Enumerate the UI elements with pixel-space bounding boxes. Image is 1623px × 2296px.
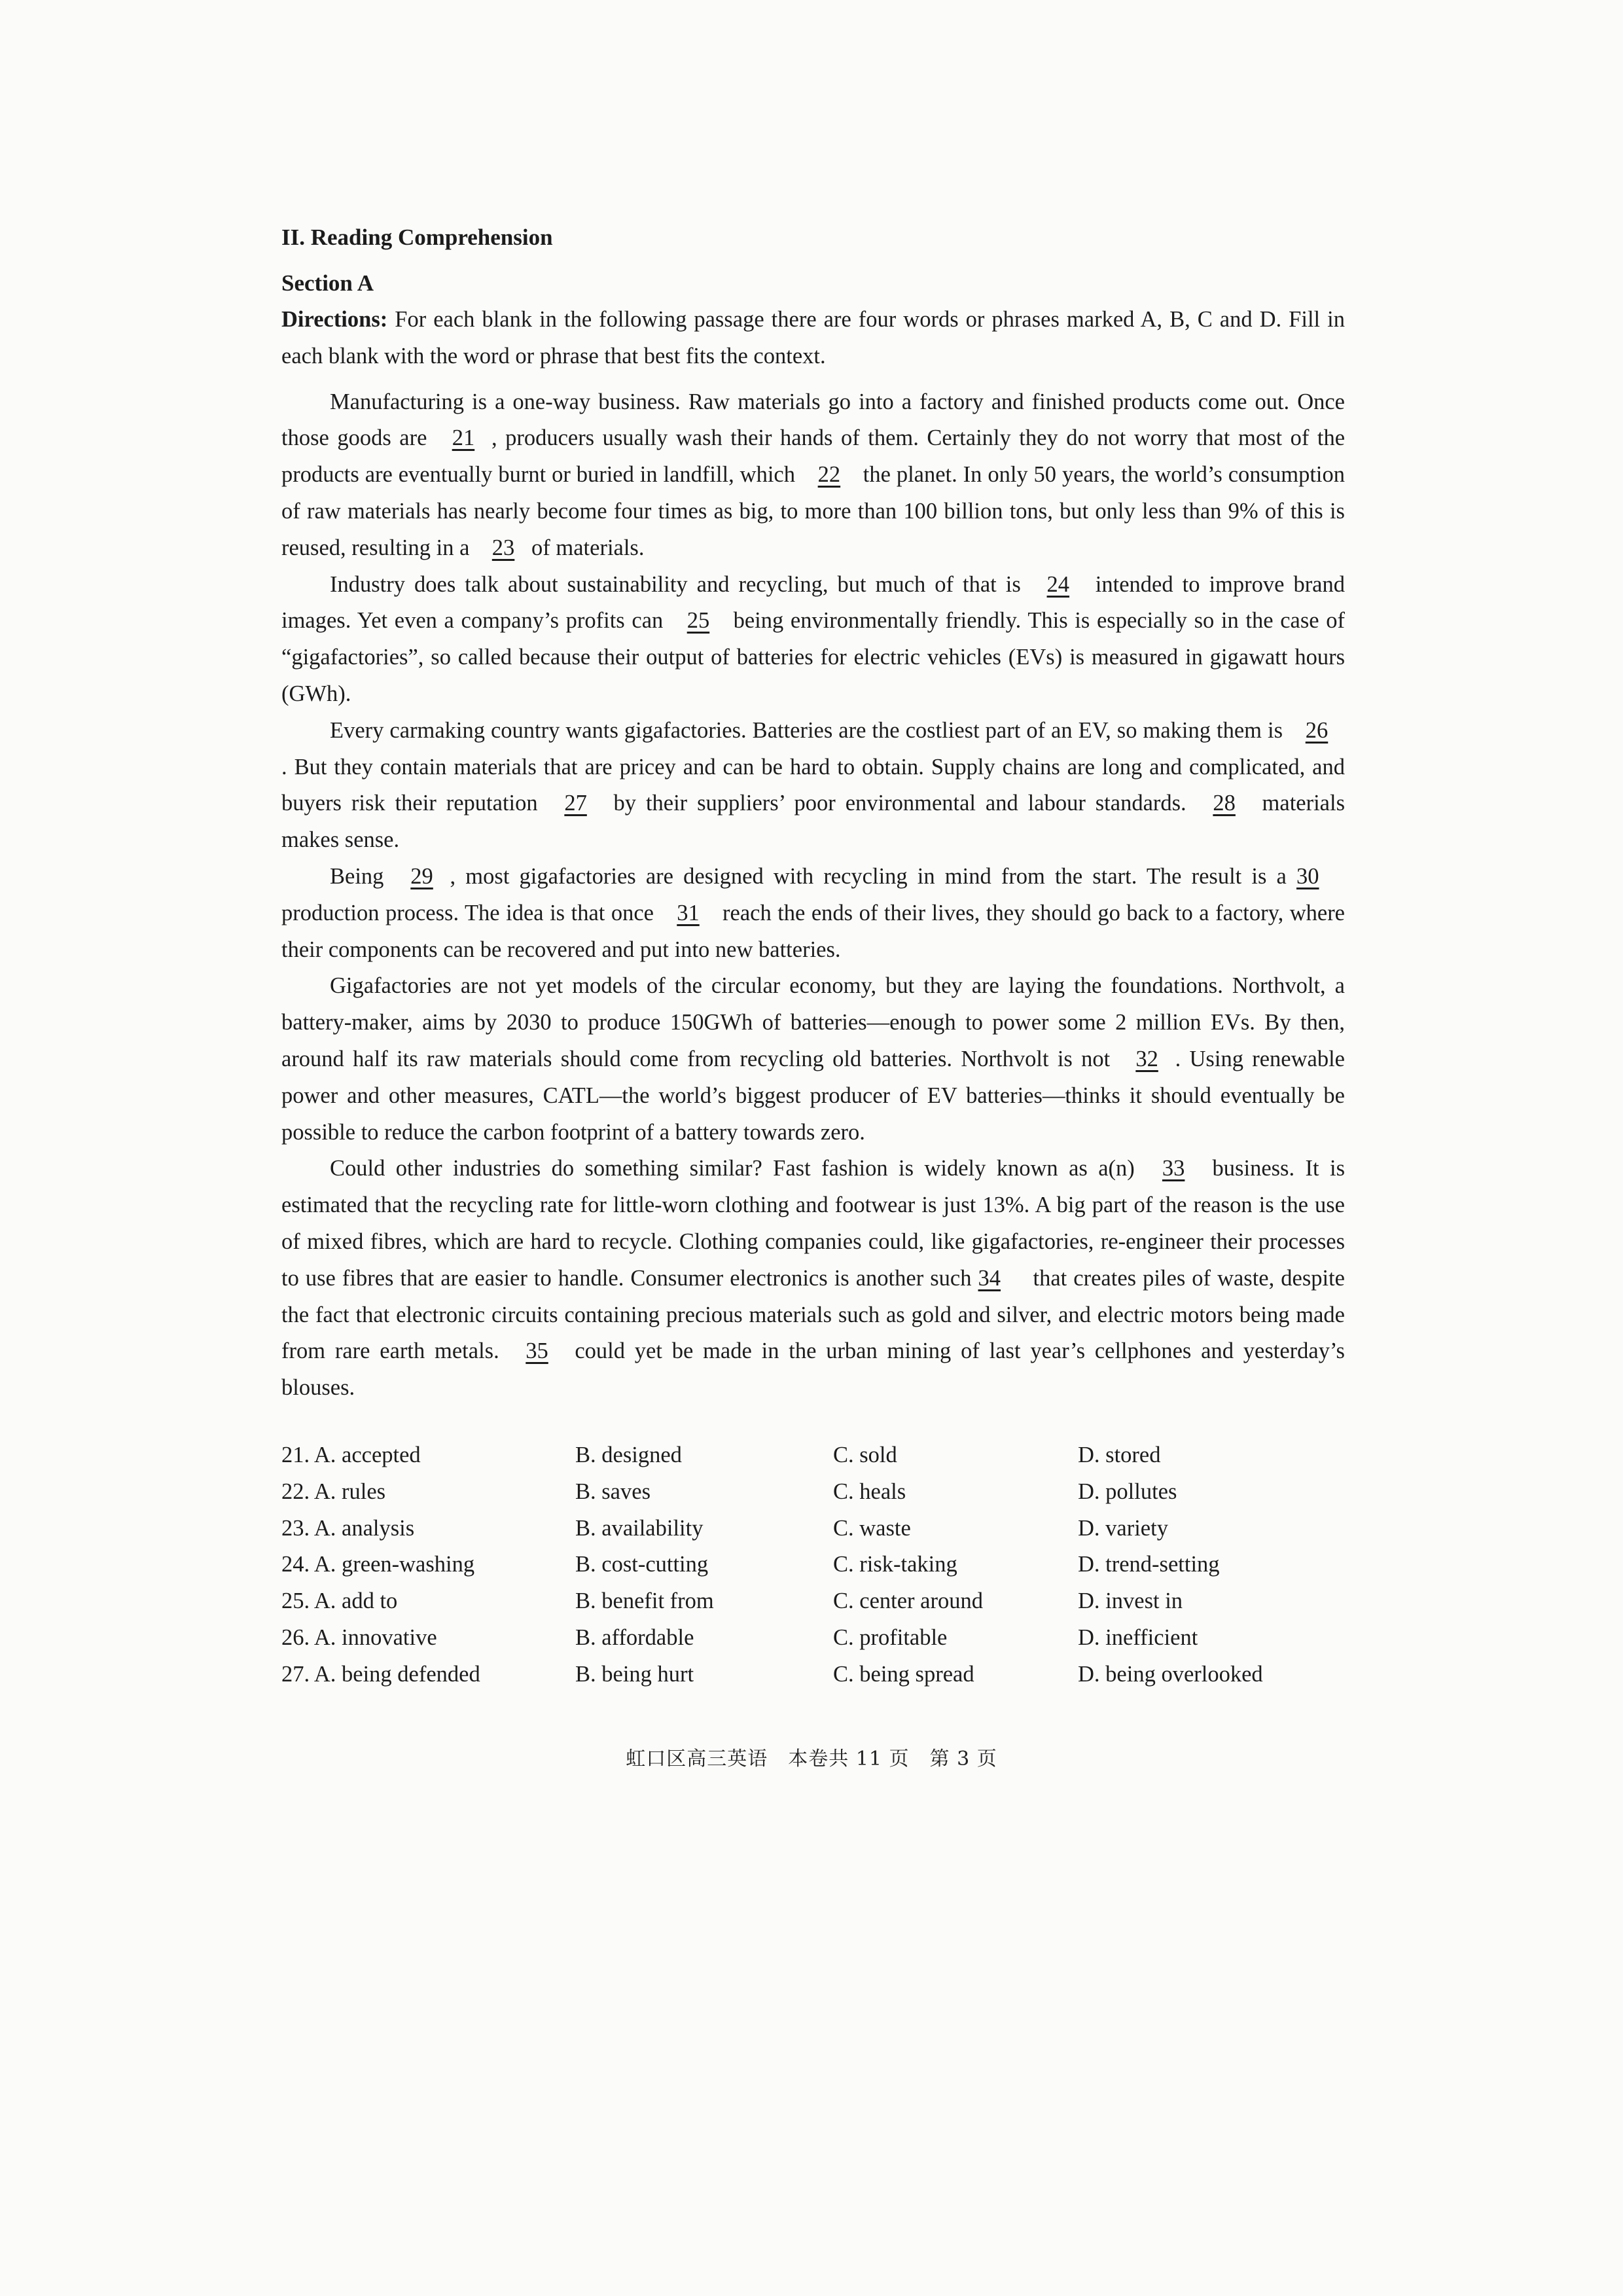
passage-paragraph-6 [281, 1151, 1345, 1407]
option-row-23 [281, 1511, 1355, 1547]
blank-29: 29 [410, 863, 433, 889]
page-footer: 虹口区高三英语 本卷共 11 页 第 3 页 [626, 1748, 997, 1770]
passage-text: business. It is estimated that the recycling rate for little-worn clothing and footwear is just 13%. A big part of the reason is the use of mixed fibres, which are hard to recycle. Clothing companies could, like gigafactories, re-engineer their processes to use fibres that are easier to handle. Consumer electronics is another such [281, 1156, 1345, 1291]
blank-27: 27 [564, 791, 587, 816]
blank-24: 24 [1046, 571, 1070, 597]
passage-text: by their suppliers’ poor environmental and labour standards. [603, 791, 1196, 816]
option-21-c: C. sold [833, 1443, 897, 1467]
section-title: Section A [281, 270, 374, 296]
option-row-24 [281, 1547, 1355, 1583]
directions [281, 302, 1345, 375]
option-21-a: 21. A. accepted [281, 1443, 421, 1467]
passage-paragraph-1 [281, 384, 1345, 567]
passage-text: Manufacturing is a one-way business. Raw materials go into a factory and finished products come out. Once those goods are [281, 389, 1345, 451]
directions-label: Directions: [281, 307, 388, 332]
option-27-c: C. being spread [833, 1661, 974, 1687]
passage-text: of materials. [531, 535, 645, 560]
passage-text: Gigafactories are not yet models of the circular economy, but they are laying the foundations. Northvolt, a battery-maker, aims by 2030 to produce 150GWh of batteries—enough to power some 2 million EVs. By then, around half its raw materials should come from recycling old batteries. Northvolt is not [281, 973, 1345, 1071]
option-24-a: 24. A. green-washing [281, 1552, 475, 1577]
option-24-b: B. cost-cutting [575, 1552, 709, 1577]
passage-text: Industry does talk about sustainability and recycling, but much of that is [330, 571, 1030, 597]
passage-text: intended to improve brand images. Yet even a company’s profits can [281, 571, 1345, 634]
passage-text: , producers usually wash their hands of them. Certainly they do not worry that most of the products are eventually burnt or buried in landfill, which [281, 425, 1346, 488]
answer-options [281, 1437, 1355, 1693]
option-23-d: D. variety [1078, 1515, 1168, 1541]
option-27-a: 27. A. being defended [281, 1661, 480, 1687]
option-row-21 [281, 1437, 1355, 1474]
blank-25: 25 [687, 608, 710, 634]
blank-33: 33 [1162, 1156, 1185, 1181]
passage-text: could yet be made in the urban mining of last year’s cellphones and yesterday’s blouses. [281, 1338, 1345, 1401]
option-row-22 [281, 1474, 1355, 1511]
blank-32: 32 [1135, 1046, 1158, 1071]
option-23-a: 23. A. analysis [281, 1515, 415, 1541]
passage-text: materials makes sense. [281, 791, 1346, 853]
passage-text: . But they contain materials that are pricey and can be hard to obtain. Supply chains are long and complicated, and buyers risk their reputation [281, 754, 1345, 816]
blank-28: 28 [1213, 791, 1236, 816]
passage-text: that creates piles of waste, despite the fact that electronic circuits containing precious materials such as gold and silver, and electric motors being made from rare earth metals. [281, 1265, 1345, 1364]
option-21-b: B. designed [575, 1443, 682, 1467]
option-26-c: C. profitable [833, 1624, 948, 1650]
passage-paragraph-5 [281, 968, 1345, 1151]
passage-text: , most gigafactories are designed with recycling in mind from the start. The result is a [450, 863, 1296, 889]
option-row-25 [281, 1583, 1355, 1620]
option-26-b: B. affordable [575, 1624, 694, 1650]
passage-text: Could other industries do something similar? Fast fashion is widely known as a(n) [330, 1156, 1146, 1181]
option-25-d: D. invest in [1078, 1588, 1183, 1614]
directions-text: For each blank in the following passage there are four words or phrases marked A, B, C and D. Fill in each blank with the word or phrase that best fits the context. [281, 307, 1345, 368]
option-23-b: B. availability [575, 1515, 704, 1541]
blank-22: 22 [817, 462, 841, 488]
passage-text: . Using renewable power and other measures, CATL—the world’s biggest producer of EV batteries—thinks it should eventually be possible to reduce the carbon footprint of a battery towards zero. [281, 1046, 1345, 1145]
blank-34: 34 [978, 1265, 1001, 1291]
option-22-a: 22. A. rules [281, 1479, 386, 1504]
option-22-d: D. pollutes [1078, 1479, 1177, 1504]
blank-35: 35 [526, 1338, 548, 1364]
passage-text: reach the ends of their lives, they should go back to a factory, where their components can be recovered and put into new batteries. [281, 900, 1345, 962]
option-27-b: B. being hurt [575, 1661, 694, 1687]
option-21-d: D. stored [1078, 1443, 1161, 1467]
blank-30: 30 [1296, 863, 1319, 889]
passage-paragraph-2 [281, 567, 1345, 713]
option-23-c: C. waste [833, 1515, 911, 1541]
reading-section [281, 219, 1345, 1407]
option-row-26 [281, 1620, 1355, 1657]
part-title: II. Reading Comprehension [281, 224, 553, 250]
blank-23: 23 [491, 535, 515, 560]
option-24-c: C. risk-taking [833, 1552, 957, 1577]
option-row-27 [281, 1657, 1355, 1693]
option-27-d: D. being overlooked [1078, 1661, 1263, 1687]
option-25-b: B. benefit from [575, 1588, 714, 1614]
option-25-a: 25. A. add to [281, 1588, 398, 1614]
passage-paragraph-4 [281, 859, 1345, 968]
option-22-b: B. saves [575, 1479, 651, 1504]
option-25-c: C. center around [833, 1588, 983, 1614]
option-22-c: C. heals [833, 1479, 906, 1504]
passage-text: the planet. In only 50 years, the world’s consumption of raw materials has nearly become four times as big, to more than 100 billion tons, but only less than 9% of this is reused, resulting in a [281, 462, 1345, 560]
passage-text: production process. The idea is that once [281, 900, 660, 925]
option-26-d: D. inefficient [1078, 1624, 1198, 1650]
blank-31: 31 [677, 900, 700, 925]
blank-21: 21 [452, 425, 475, 451]
blank-26: 26 [1305, 717, 1329, 743]
passage-paragraph-3 [281, 713, 1345, 859]
passage-text: Every carmaking country wants gigafactories. Batteries are the costliest part of an EV, so making them is [330, 717, 1289, 743]
passage-text: Being [330, 863, 394, 889]
passage-text: being environmentally friendly. This is especially so in the case of “gigafactories”, so called because their output of batteries for electric vehicles (EVs) is measured in gigawatt hours (GWh). [281, 608, 1345, 706]
option-24-d: D. trend-setting [1078, 1552, 1220, 1577]
option-26-a: 26. A. innovative [281, 1624, 437, 1650]
